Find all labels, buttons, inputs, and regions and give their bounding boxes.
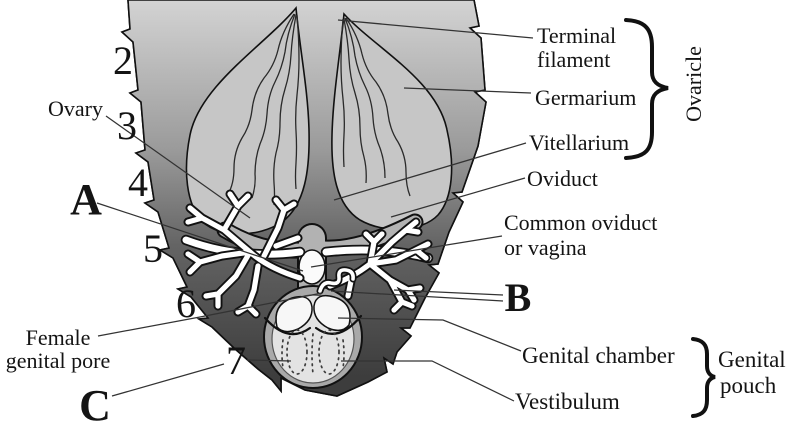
marker-segment-3: 3: [117, 103, 137, 148]
marker-segment-4: 4: [128, 160, 148, 205]
label-terminal-filament-line1: Terminal: [537, 23, 617, 48]
marker-C: C: [79, 381, 111, 430]
label-oviduct: Oviduct: [527, 166, 598, 191]
label-female-genital-pore-line2: genital pore: [5, 348, 111, 373]
label-terminal-filament-line2: filament: [537, 47, 611, 72]
label-genital-pouch-line1: Genital: [718, 347, 786, 372]
label-vestibulum: Vestibulum: [515, 389, 620, 414]
marker-segment-2: 2: [113, 38, 133, 83]
marker-segment-6: 6: [176, 281, 196, 326]
genital-pouch-brace: [693, 339, 715, 416]
label-common-oviduct-line1: Common oviduct: [504, 210, 658, 235]
label-vitellarium: Vitellarium: [529, 130, 630, 155]
label-germarium: Germarium: [535, 85, 637, 110]
label-female-genital-pore-line1: Female: [25, 325, 91, 350]
label-ovaricle: Ovaricle: [681, 46, 706, 122]
marker-segment-5: 5: [143, 226, 163, 271]
label-ovary: Ovary: [48, 96, 103, 121]
marker-B: B: [504, 275, 532, 320]
label-genital-pouch-line2: pouch: [720, 373, 777, 398]
label-common-oviduct-line2: or vagina: [504, 235, 587, 260]
marker-segment-7: 7: [226, 338, 246, 383]
label-genital-chamber: Genital chamber: [522, 343, 675, 368]
marker-A: A: [70, 175, 102, 224]
